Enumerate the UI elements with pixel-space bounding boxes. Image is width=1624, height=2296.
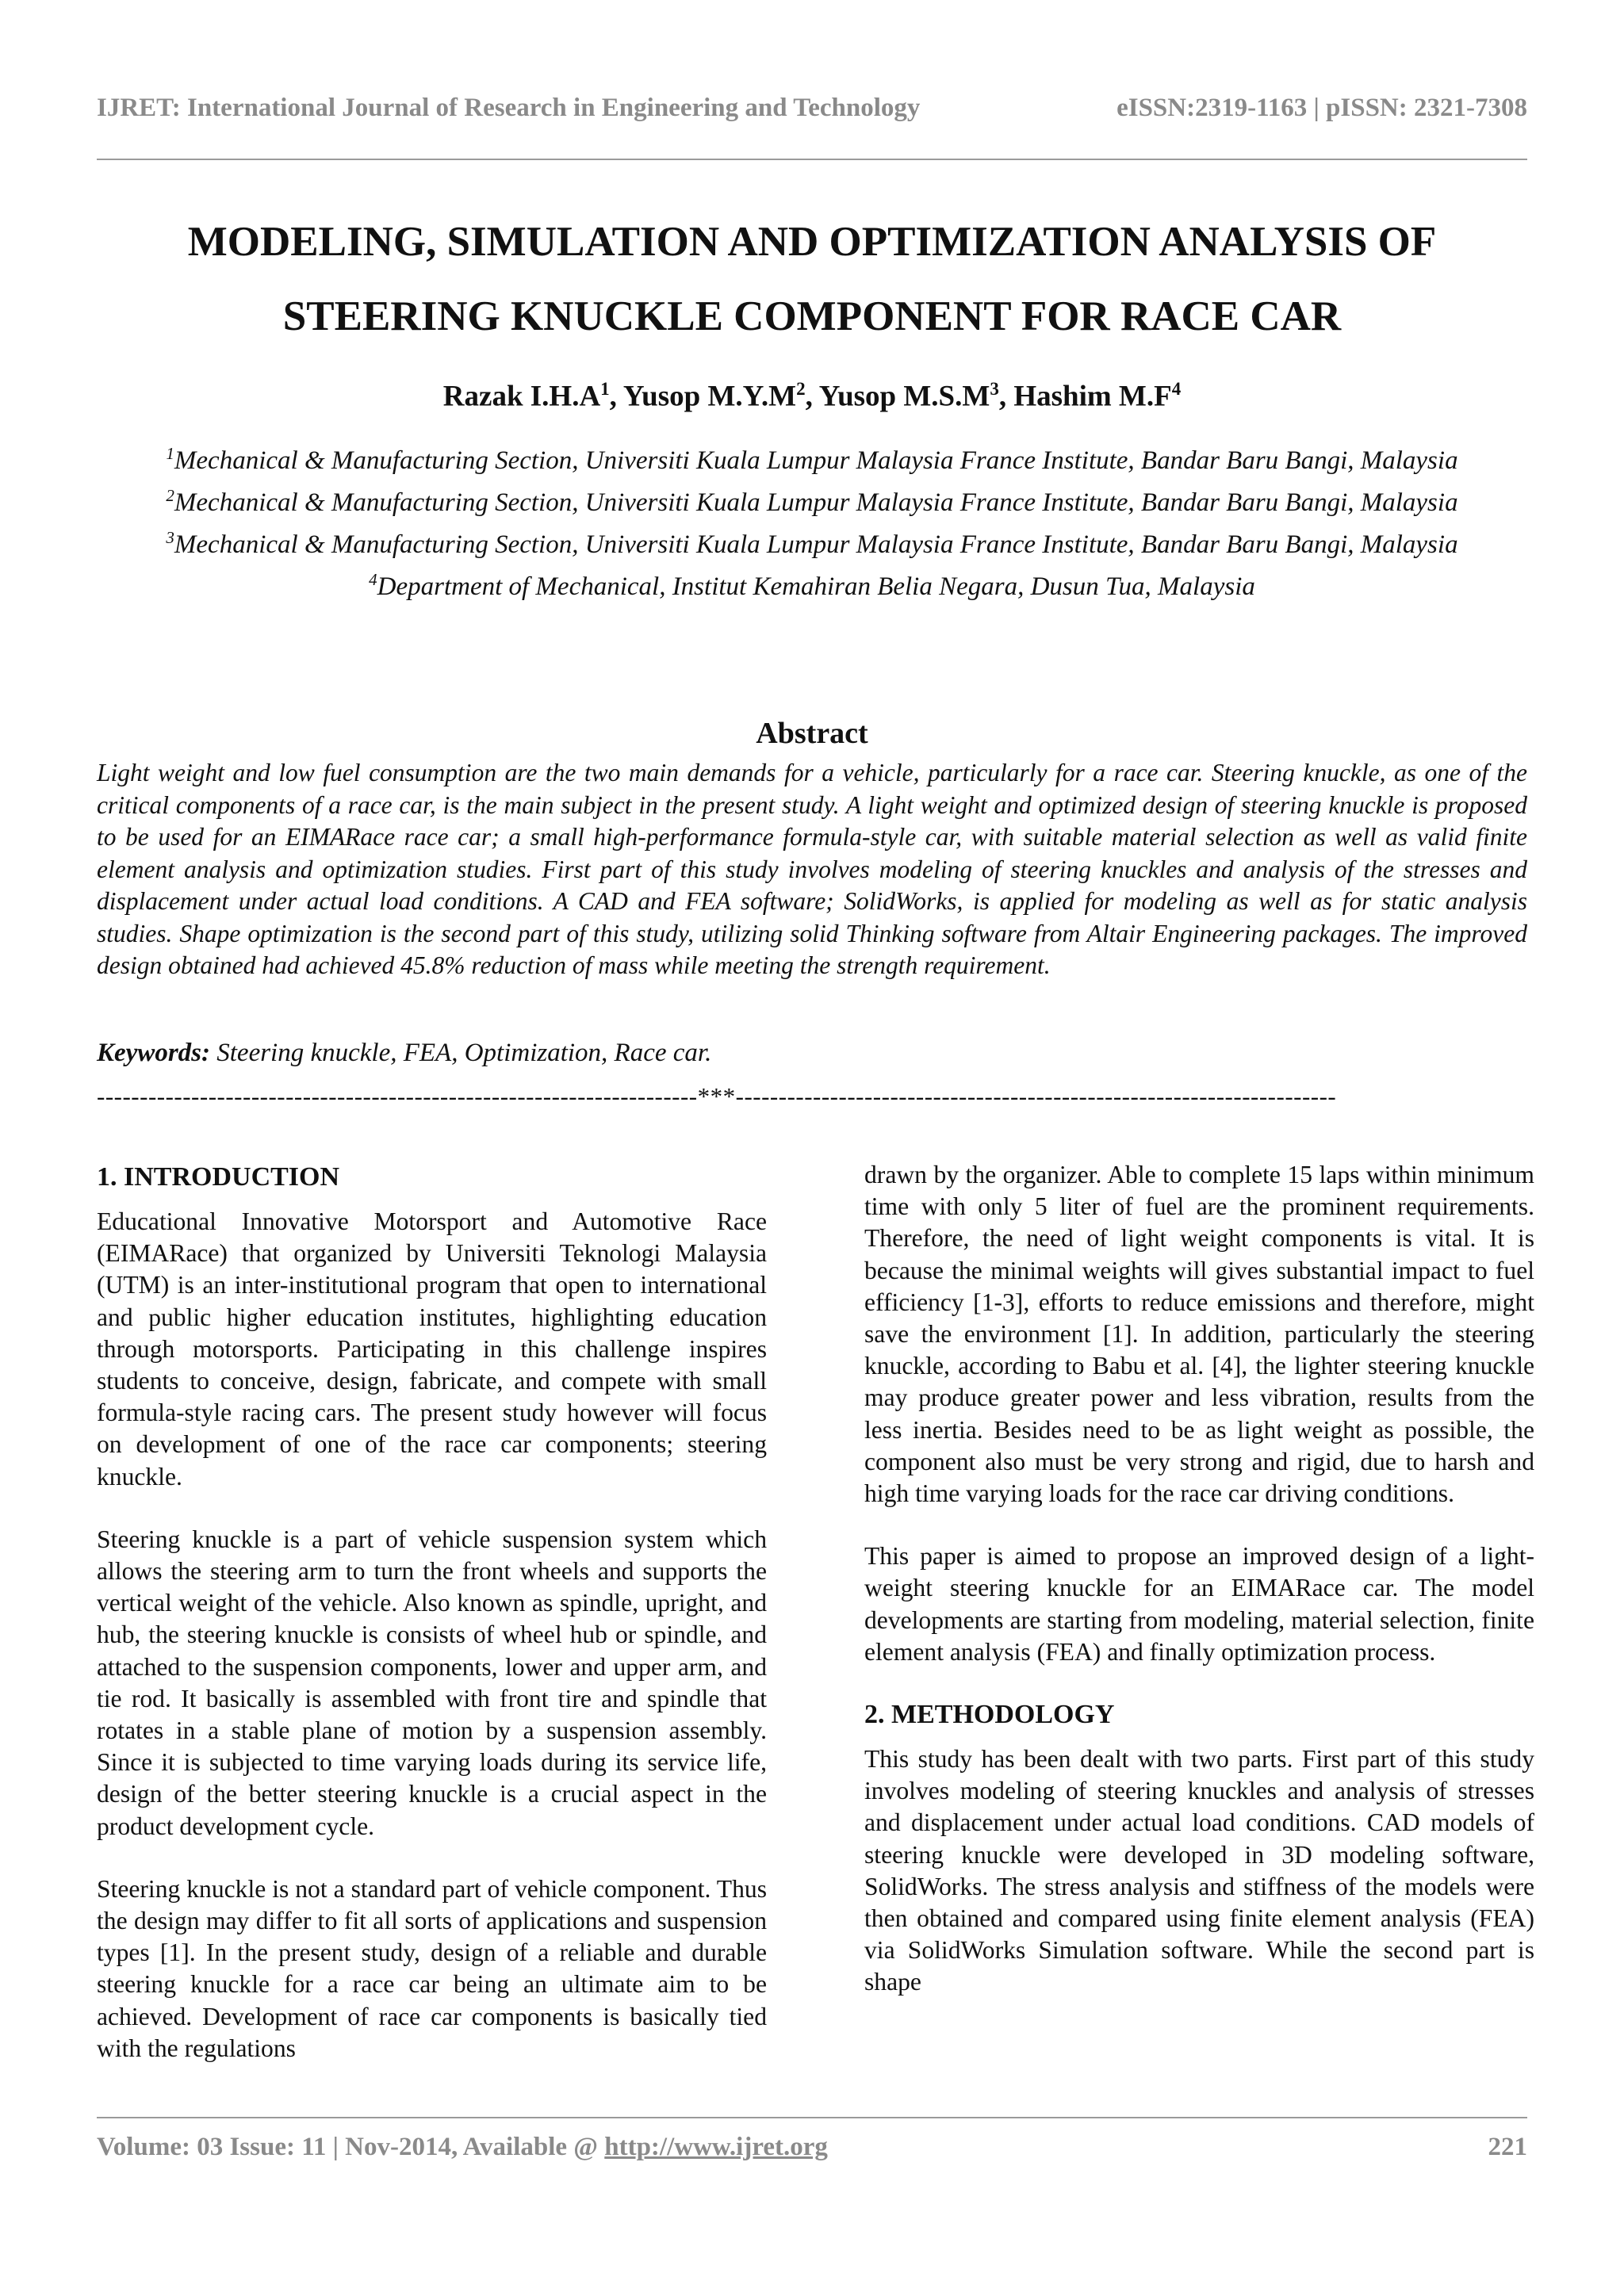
author-affiliation-mark: 4 — [1171, 379, 1182, 399]
author-list — [97, 379, 1527, 413]
author-separator: , — [805, 380, 819, 413]
issn: eISSN:2319-1163 | pISSN: 2321-7308 — [1116, 94, 1527, 122]
affiliation-mark: 4 — [369, 570, 377, 589]
volume-text: Volume: 03 Issue: 11 | Nov-2014, Available @ — [97, 2133, 605, 2161]
body-paragraph: Steering knuckle is a part of vehicle suspension system which allows the steering arm to turn the front wheels and supports the vertical weight of the vehicle. Also known as spindle, upright, and hub, the steering knuckle is consists of wheel hub or spindle, and attached to the suspension components, lower and upper arm, and tie rod. It basically is assembled with front tire and spindle that rotates in a stable plane of motion by a suspension assembly. Since it is subjected to time varying loads during its service life, design of the better steering knuckle is a crucial aspect in the product development cycle. — [97, 1525, 767, 1840]
body-paragraph: Educational Innovative Motorsport and Automotive Race (EIMARace) that organized by Universiti Teknologi Malaysia (UTM) is an inter-institutional program that open to international and public higher education institutes, highlighting education through motorsports. Participating in this challenge inspires students to conceive, design, fabricate, and compete with small formula-style racing cars. The present study however will focus on development of one of the race car components; steering knuckle. — [97, 1207, 767, 1490]
left-column — [97, 1161, 767, 2095]
affiliation-text: Mechanical & Manufacturing Section, Universiti Kuala Lumpur Malaysia France Institute, Bandar Baru Bangi, Malaysia — [174, 530, 1458, 559]
affiliation-text: Mechanical & Manufacturing Section, Universiti Kuala Lumpur Malaysia France Institute, Bandar Baru Bangi, Malaysia — [174, 488, 1458, 517]
author-separator: , — [609, 380, 623, 413]
section-heading: 2. METHODOLOGY — [864, 1700, 1115, 1730]
author-affiliation-mark: 2 — [796, 379, 806, 399]
affiliation — [119, 478, 1505, 520]
author-affiliation-mark: 3 — [990, 379, 999, 399]
author-separator: , — [998, 380, 1014, 413]
right-column — [864, 1159, 1534, 2030]
affiliation-text: Mechanical & Manufacturing Section, Universiti Kuala Lumpur Malaysia France Institute, Bandar Baru Bangi, Malaysia — [174, 446, 1458, 475]
running-header — [97, 94, 1527, 123]
header-rule — [97, 159, 1527, 160]
paper-title — [97, 205, 1527, 354]
affiliation-mark: 1 — [166, 444, 174, 463]
keywords — [97, 1039, 1527, 1068]
affiliation — [119, 436, 1505, 478]
author-name: Razak I.H.A — [442, 380, 601, 413]
title-line-1: MODELING, SIMULATION AND OPTIMIZATION ANALYSIS OF — [187, 219, 1437, 265]
body-paragraph: This paper is aimed to propose an improved design of a light-weight steering knuckle for an EIMARace car. The model developments are starting from modeling, material selection, finite element analysis (FEA) and finally optimization process. — [864, 1542, 1534, 1666]
abstract-heading: Abstract — [756, 717, 868, 750]
affiliation-list — [119, 436, 1505, 604]
section-heading: 1. INTRODUCTION — [97, 1162, 340, 1192]
body-paragraph: drawn by the organizer. Able to complete 15 laps within minimum time with only 5 liter of fuel are the prominent requirements. Therefore, the need of light weight components is vital. It is because the minimal weights will gives substantial impact to fuel efficiency [1-3], efforts to reduce emissions and therefore, might save the environment [1]. In addition, particularly the steering knuckle, according to Babu et al. [4], the lighter steering knuckle may produce greater power and less vibration, results from the less inertia. Besides need to be as light weight as possible, the component also must be very strong and rigid, due to harsh and high time varying loads for the race car driving conditions. — [864, 1161, 1534, 1508]
running-footer — [97, 2133, 1527, 2162]
author-affiliation-mark: 1 — [600, 379, 610, 399]
affiliation — [119, 520, 1505, 562]
page-number: 221 — [1488, 2133, 1527, 2161]
section-separator: ----------------------------------------------------------------------***---------------------------------------------------------------------- — [97, 1082, 1337, 1110]
journal-name: IJRET: International Journal of Research in Engineering and Technology — [97, 94, 921, 122]
affiliation-mark: 3 — [166, 528, 174, 547]
affiliation — [119, 562, 1505, 604]
keywords-text: Steering knuckle, FEA, Optimization, Race car. — [210, 1039, 712, 1067]
volume-info — [97, 2133, 828, 2162]
author-name: Hashim M.F — [1013, 380, 1172, 413]
body-paragraph: This study has been dealt with two parts. First part of this study involves modeling of steering knuckles and analysis of stresses and displacement under actual load conditions. CAD models of steering knuckle were developed in 3D modeling software, SolidWorks. The stress analysis and stiffness of the models were then obtained and compared using finite element analysis (FEA) via SolidWorks Simulation software. While the second part is shape — [864, 1745, 1534, 1996]
abstract-text: Light weight and low fuel consumption are the two main demands for a vehicle, particularly for a race car. Steering knuckle, as one of the critical components of a race car, is the main subject in the present study. A light weight and optimized design of steering knuckle is proposed to be used for an EIMARace race car; a small high-performance formula-style car, with suitable material selection as well as valid finite element analysis and optimization studies. First part of this study involves modeling of steering knuckles and analysis of the stresses and displacement under actual load conditions. A CAD and FEA software; SolidWorks, is applied for modeling as well as for static analysis studies. Shape optimization is the second part of this study, utilizing solid Thinking software from Altair Engineering packages. The improved design obtained had achieved 45.8% reduction of mass while meeting the strength requirement. — [97, 759, 1527, 979]
title-line-2: STEERING KNUCKLE COMPONENT FOR RACE CAR — [282, 293, 1342, 339]
author-name: Yusop M.Y.M — [622, 380, 797, 413]
footer-rule — [97, 2117, 1527, 2118]
author-name: Yusop M.S.M — [818, 380, 990, 413]
journal-url-link[interactable]: http://www.ijret.org — [604, 2133, 828, 2161]
affiliation-text: Department of Mechanical, Institut Kemahiran Belia Negara, Dusun Tua, Malaysia — [377, 572, 1255, 601]
affiliation-mark: 2 — [166, 486, 174, 505]
body-paragraph: Steering knuckle is not a standard part of vehicle component. Thus the design may differ to fit all sorts of applications and suspension types [1]. In the present study, design of a reliable and durable steering knuckle for a race car being an ultimate aim to be achieved. Development of race car components is basically tied with the regulations — [97, 1874, 767, 2062]
keywords-label: Keywords: — [97, 1039, 210, 1067]
